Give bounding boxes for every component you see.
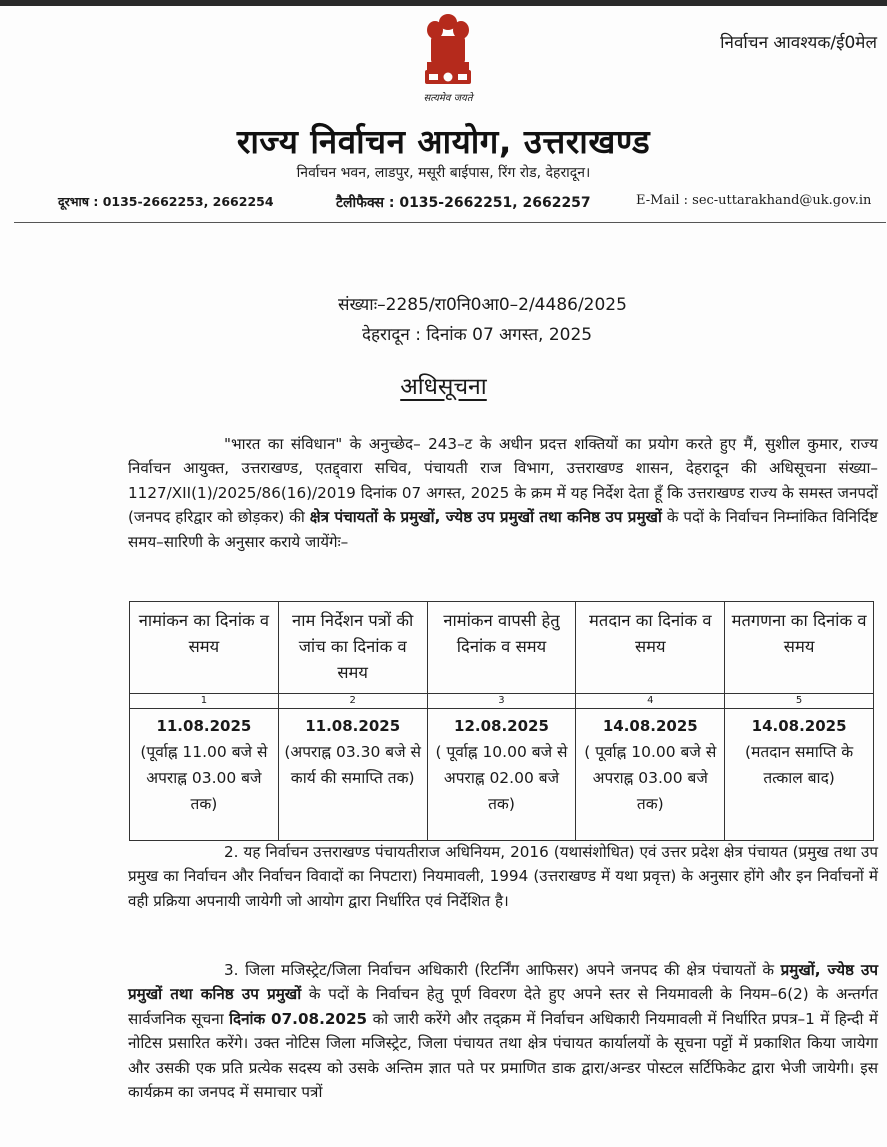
- column-number: 3: [427, 694, 576, 709]
- header-withdrawal: नामांकन वापसी हेतु दिनांक व समय: [427, 602, 576, 694]
- schedule-value-row: [130, 709, 874, 841]
- header-nomination: नामांकन का दिनांक व समय: [130, 602, 279, 694]
- organization-title: राज्य निर्वाचन आयोग, उत्तराखण्ड: [236, 122, 651, 161]
- paragraph-3-text-c: को जारी करेंगे और तद्क्रम में निर्वाचन अधिकारी नियमावली में निर्धारित प्रपत्र–1 में हिन्दी में नोटिस प्रसारित करेंगे। उक्त नोटिस जिला मजिस्ट्रेट, जिला पंचायत तथा क्षेत्र पंचायत कार्यालयों के सूचना पट्टों में प्रकाशित किया जायेगा और उसकी एक प्रति प्रत्येक सदस्य को उसके अन्तिम ज्ञात पते पर प्रमाणित डाक द्वारा/अन्डर पोस्टल सर्टिफिकेट द्वारा भेजी जायेगी। इस कार्यक्रम का जनपद में समाचार पत्रों: [128, 1009, 878, 1102]
- notification-title: अधिसूचना: [400, 374, 487, 400]
- paragraph-3-text-b: के पदों के निर्वाचन हेतु पूर्ण विवरण देते हुए अपने स्तर से नियमावली के नियम–6(2) के अन्तर्गत सार्वजनिक सूचना: [128, 985, 878, 1028]
- scrutiny-time: (अपराह्न 03.30 बजे से कार्य की समाप्ति तक): [284, 743, 422, 787]
- paragraph-1-bold: क्षेत्र पंचायतों के प्रमुखों, ज्येष्ठ उप प्रमुखों तथा कनिष्ठ उप प्रमुखों: [309, 508, 662, 527]
- nomination-date: 11.08.2025: [156, 717, 252, 735]
- reference-date: देहरादून : दिनांक 07 अगस्त, 2025: [362, 325, 593, 345]
- schedule-header-row: [130, 602, 874, 694]
- withdrawal-cell: [427, 709, 576, 841]
- paragraph-2: [128, 840, 878, 913]
- phone-number: दूरभाष : 0135-2662253, 2662254: [58, 194, 274, 209]
- withdrawal-date: 12.08.2025: [454, 717, 549, 735]
- scrutiny-date: 11.08.2025: [305, 717, 401, 735]
- paragraph-3-bold-b: दिनांक 07.08.2025: [229, 1009, 368, 1028]
- nomination-time: (पूर्वाह्न 11.00 बजे से अपराह्न 03.00 बजे तक): [140, 743, 268, 813]
- polling-date: 14.08.2025: [602, 717, 698, 735]
- email-address: E-Mail : sec-uttarakhand@uk.gov.in: [636, 193, 872, 208]
- paragraph-1: [128, 432, 878, 554]
- polling-cell: [576, 709, 725, 841]
- schedule-number-row: [130, 694, 874, 709]
- column-number: 2: [278, 694, 427, 709]
- emblem-motto: सत्यमेव जयते: [423, 93, 473, 104]
- organization-address: निर्वाचन भवन, लाडपुर, मसूरी बाईपास, रिंग रोड, देहरादून।: [296, 165, 591, 181]
- paragraph-3: [128, 958, 878, 1104]
- counting-cell: [725, 709, 874, 841]
- scrutiny-cell: [278, 709, 427, 841]
- election-schedule-table: [129, 601, 874, 841]
- nomination-cell: [130, 709, 279, 841]
- withdrawal-time: ( पूर्वाह्न 10.00 बजे से अपराह्न 02.00 बजे तक): [435, 743, 568, 813]
- column-number: 1: [130, 694, 279, 709]
- column-number: 5: [725, 694, 874, 709]
- column-number: 4: [576, 694, 725, 709]
- header-counting: मतगणना का दिनांक व समय: [725, 602, 874, 694]
- paragraph-3-bold-a: प्रमुखों, ज्येष्ठ उप प्रमुखों तथा कनिष्ठ उप प्रमुखों: [128, 961, 878, 1004]
- header-scrutiny: नाम निर्देशन पत्रों की जांच का दिनांक व समय: [278, 602, 427, 694]
- paragraph-2-text: 2. यह निर्वाचन उत्तराखण्ड पंचायतीराज अधिनियम, 2016 (यथासंशोधित) एवं उत्तर प्रदेश क्षेत्र पंचायत (प्रमुख तथा उप प्रमुख का निर्वाचन और निर्वाचन विवादों का निपटारा) नियमावली, 1994 (उत्तराखण्ड में यथा प्रवृत्त) के अनुसार होंगे और इन निर्वाचनों में वही प्रक्रिया अपनायी जायेगी जो आयोग द्वारा निर्धारित एवं निर्देशित है।: [128, 843, 878, 910]
- reference-number: संख्याः–2285/रा0नि0आ0–2/4486/2025: [338, 295, 627, 315]
- header-divider: [14, 222, 886, 223]
- paragraph-1-text-a: "भारत का संविधान" के अनुच्छेद– 243–ट के अधीन प्रदत्त शक्तियों का प्रयोग करते हुए मैं, सुशील कुमार, राज्य निर्वाचन आयुक्त, उत्तराखण्ड, एतद्द्वारा सचिव, पंचायती राज विभाग, उत्तराखण्ड शासन, देहरादून की अधिसूचना संख्या–1127/XII(1)/2025/86(16)/2019 दिनांक 07 अगस्त, 2025 के क्रम में यह निर्देश देता हूँ कि उत्तराखण्ड राज्य के समस्त जनपदों (जनपद हरिद्वार को छोड़कर) की: [128, 435, 878, 527]
- paragraph-3-text-a: 3. जिला मजिस्ट्रेट/जिला निर्वाचन अधिकारी (रिटर्निंग आफिसर) अपने जनपद की क्षेत्र पंचायतों के: [224, 961, 781, 979]
- fax-number: टैलीफैक्स : 0135-2662251, 2662257: [336, 195, 591, 211]
- top-border: [0, 0, 887, 6]
- counting-time: (मतदान समाप्ति के तत्काल बाद): [745, 743, 854, 787]
- header-polling: मतदान का दिनांक व समय: [576, 602, 725, 694]
- counting-date: 14.08.2025: [751, 717, 847, 735]
- paragraph-1-text-b: के पदों के निर्वाचन निम्नांकित विनिर्दिष्ट समय–सारिणी के अनुसार कराये जायेंगेः–: [128, 508, 878, 551]
- polling-time: ( पूर्वाह्न 10.00 बजे से अपराह्न 03.00 बजे तक): [584, 743, 717, 813]
- dispatch-code: निर्वाचन आवश्यक/ई0मेल: [720, 33, 877, 53]
